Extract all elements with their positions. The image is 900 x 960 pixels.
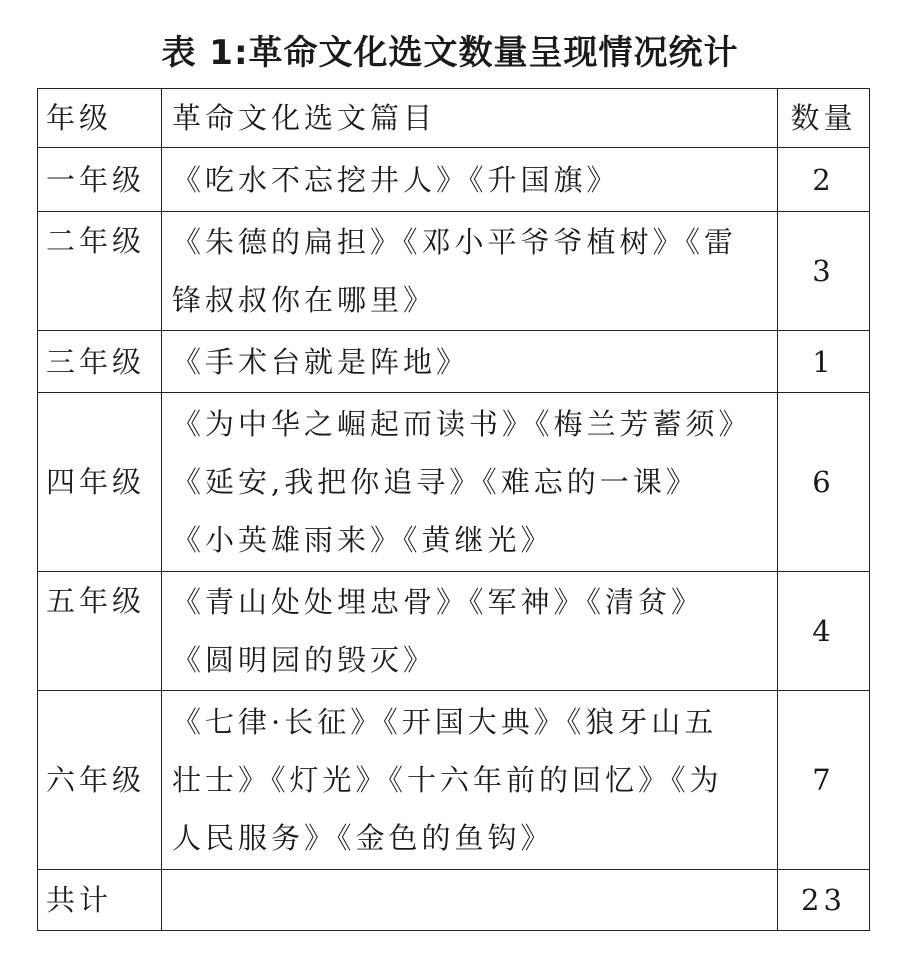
total-count: 23	[778, 870, 870, 931]
count-cell: 3	[778, 212, 870, 331]
total-label: 共计	[38, 870, 162, 931]
titles-line: 人民服务》《金色的鱼钩》	[172, 821, 554, 855]
titles-line: 《为中华之崛起而读书》《梅兰芳蓄须》	[172, 407, 752, 441]
titles-line: 《青山处处埋忠骨》《军神》《清贫》	[172, 585, 705, 619]
grade-cell: 三年级	[38, 331, 162, 393]
count-cell: 4	[778, 572, 870, 691]
titles-line: 《吃水不忘挖井人》《升国旗》	[172, 162, 620, 197]
titles-cell	[162, 148, 778, 212]
titles-cell	[162, 572, 778, 691]
table-row	[38, 212, 870, 331]
titles-cell	[162, 212, 778, 331]
count-cell: 2	[778, 148, 870, 212]
grade-cell: 二年级	[38, 212, 162, 331]
titles-line: 锋叔叔你在哪里》	[172, 283, 437, 317]
grade-cell: 四年级	[38, 393, 162, 572]
titles-line: 《小英雄雨来》《黄继光》	[172, 523, 554, 557]
table-row	[38, 572, 870, 691]
table-row	[38, 148, 870, 212]
titles-line: 《圆明园的毁灭》	[172, 643, 437, 677]
statistics-table	[37, 88, 870, 931]
table-header-row	[38, 89, 870, 148]
titles-cell	[162, 331, 778, 393]
table-row	[38, 331, 870, 393]
table-title: 表 1:革命文化选文数量呈现情况统计	[161, 33, 739, 73]
titles-cell	[162, 691, 778, 870]
count-cell: 1	[778, 331, 870, 393]
grade-cell: 一年级	[38, 148, 162, 212]
grade-cell: 六年级	[38, 691, 162, 870]
titles-line: 《朱德的扁担》《邓小平爷爷植树》《雷	[172, 225, 738, 259]
table-row	[38, 393, 870, 572]
titles-cell	[162, 393, 778, 572]
total-row	[38, 870, 870, 931]
titles-line: 壮士》《灯光》《十六年前的回忆》《为	[172, 763, 723, 797]
table-row	[38, 691, 870, 870]
titles-line: 《手术台就是阵地》	[172, 344, 470, 379]
total-empty-cell	[162, 870, 778, 931]
header-grade: 年级	[38, 89, 162, 148]
count-cell: 6	[778, 393, 870, 572]
header-count: 数量	[778, 89, 870, 148]
header-titles: 革命文化选文篇目	[162, 89, 778, 148]
count-cell: 7	[778, 691, 870, 870]
titles-line: 《延安,我把你追寻》《难忘的一课》	[172, 465, 699, 499]
titles-line: 《七律·长征》《开国大典》《狼牙山五	[172, 705, 718, 739]
grade-cell: 五年级	[38, 572, 162, 691]
